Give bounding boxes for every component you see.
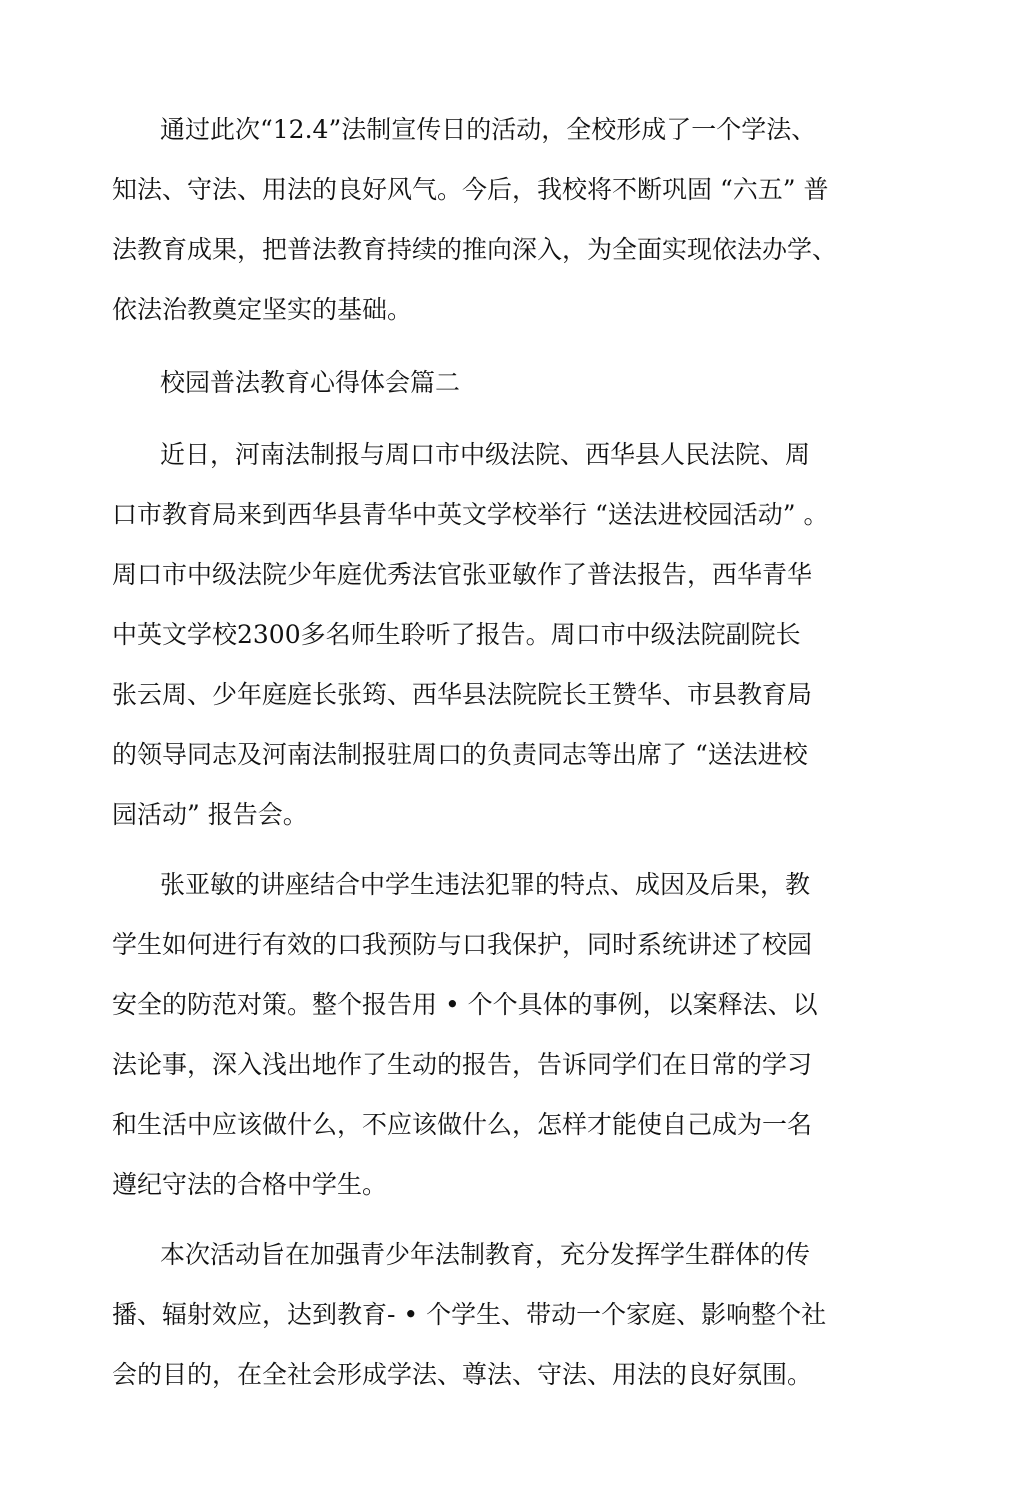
paragraph-3-line-3: 安全的防范对策。整个报告用 • 个个具体的事例，以案释法、以 bbox=[112, 990, 818, 1019]
paragraph-2-line-7: 园活动” 报告会。 bbox=[112, 800, 308, 829]
paragraph-2-line-1: 近日，河南法制报与周口市中级法院、西华县人民法院、周 bbox=[160, 440, 811, 469]
paragraph-1-line-2: 知法、守法、用法的良好风气。今后，我校将不断巩固 “六五” 普 bbox=[112, 175, 829, 204]
section-heading: 校园普法教育心得体会篇二 bbox=[160, 368, 461, 397]
paragraph-3-line-1: 张亚敏的讲座结合中学生违法犯罪的特点、成因及后果，教 bbox=[160, 870, 811, 899]
paragraph-4-line-1: 本次活动旨在加强青少年法制教育，充分发挥学生群体的传 bbox=[160, 1240, 811, 1269]
paragraph-3-line-2: 学生如何进行有效的口我预防与口我保护，同时系统讲述了校园 bbox=[112, 930, 813, 959]
paragraph-3-line-6: 遵纪守法的合格中学生。 bbox=[112, 1170, 388, 1199]
paragraph-2-line-4: 中英文学校2300多名师生聆听了报告。周口市中级法院副院长 bbox=[112, 620, 801, 649]
paragraph-2-line-6: 的领导同志及河南法制报驻周口的负责同志等出席了 “送法进校 bbox=[112, 740, 808, 769]
paragraph-2-line-2: 口市教育局来到西华县青华中英文学校举行 “送法进校园活动” 。 bbox=[112, 500, 829, 529]
paragraph-2-line-5: 张云周、少年庭庭长张筠、西华县法院院长王赞华、市县教育局 bbox=[112, 680, 813, 709]
paragraph-1-line-4: 依法治教奠定坚实的基础。 bbox=[112, 295, 413, 324]
paragraph-3-line-5: 和生活中应该做什么，不应该做什么，怎样才能使自己成为一名 bbox=[112, 1110, 813, 1139]
paragraph-2-line-3: 周口市中级法院少年庭优秀法官张亚敏作了普法报告，西华青华 bbox=[112, 560, 813, 589]
paragraph-4-line-3: 会的目的，在全社会形成学法、尊法、守法、用法的良好氛围。 bbox=[112, 1360, 813, 1389]
paragraph-1-line-1: 通过此次“12.4”法制宣传日的活动，全校形成了一个学法、 bbox=[160, 115, 817, 144]
paragraph-4-line-2: 播、辐射效应，达到教育- • 个学生、带动一个家庭、影响整个社 bbox=[112, 1300, 827, 1329]
paragraph-1-line-3: 法教育成果，把普法教育持续的推向深入，为全面实现依法办学、 bbox=[112, 235, 838, 264]
paragraph-3-line-4: 法论事，深入浅出地作了生动的报告，告诉同学们在日常的学习 bbox=[112, 1050, 813, 1079]
